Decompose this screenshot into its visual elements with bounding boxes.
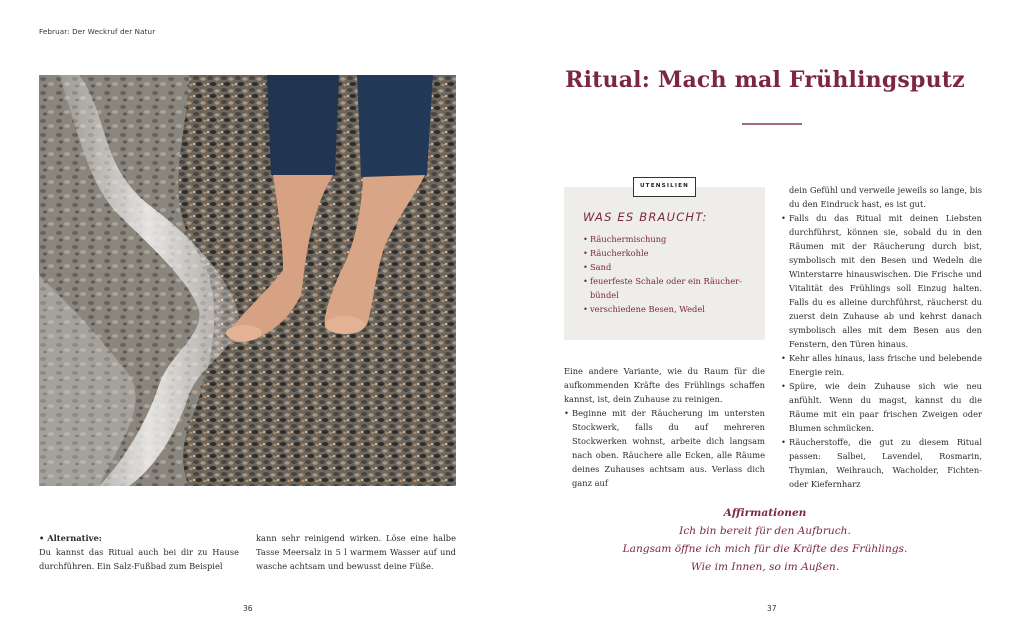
tool-item: • Sand: [583, 260, 758, 274]
instruction-item: • Räucherstoffe, die gut zu diesem Ritual passen: Salbei, Lavendel, Rosmarin, Thymian, Weihrauch, Wacholder, Fichten- oder Kiefernharz: [781, 435, 982, 491]
instruction-item: • Kehr alles hinaus, lass frische und belebende Energie rein.: [781, 351, 982, 379]
intro-paragraph: Eine andere Variante, wie du Raum für die aufkommenden Kräfte des Frühlings schaffen kannst, ist, dein Zuhause zu reinigen.: [564, 366, 765, 404]
affirmation-line: Langsam öffne ich mich für die Kräfte des Frühlings.: [622, 543, 908, 555]
tools-tag: UTENSILIEN: [633, 177, 696, 197]
instructions-list-1: [564, 406, 765, 490]
instruction-item: • Spüre, wie dein Zuhause sich wie neu anfühlt. Wenn du magst, kannst du die Räume mit ein paar frischen Zweigen oder Blumen schmücken.: [781, 379, 982, 435]
ritual-title: Ritual: Mach mal Frühlingsputz: [565, 67, 965, 93]
page-number-left: 36: [243, 604, 253, 613]
instructions-column-2: [781, 183, 982, 491]
tool-item: • verschiedene Besen, Wedel: [583, 302, 758, 316]
alternative-column-1: [39, 531, 239, 573]
affirmations-block: [510, 504, 1020, 576]
continuation-paragraph: dein Gefühl und verweile jeweils so lange, bis du den Eindruck hast, es ist gut.: [789, 185, 982, 209]
page-number-right: 37: [767, 604, 777, 613]
alternative-text-1: Du kannst das Ritual auch bei dir zu Hause durchführen. Ein Salz-Fußbad zum Beispiel: [39, 547, 239, 571]
title-divider: [742, 123, 802, 125]
instructions-list-2: [781, 211, 982, 491]
alternative-label: • Alternative:: [39, 533, 102, 543]
instructions-column-1: [564, 364, 765, 490]
tools-list: [583, 232, 758, 316]
running-head: Februar: Der Weckruf der Natur: [39, 27, 156, 36]
tool-item: • feuerfeste Schale oder ein Räucherbündel: [583, 274, 758, 302]
tool-item: • Räucherkohle: [583, 246, 758, 260]
photo-illustration: [39, 75, 456, 486]
instruction-item: • Beginne mit der Räucherung im untersten Stockwerk, falls du auf mehreren Stockwerken wohnst, arbeite dich langsam nach oben. Räuchere alle Ecken, alle Räume deines Zuhauses achtsam aus. Verlass dich ganz auf: [564, 406, 765, 490]
affirmation-line: Ich bin bereit für den Aufbruch.: [679, 525, 851, 537]
alternative-column-2: kann sehr reinigend wirken. Löse eine halbe Tasse Meersalz in 5 l warmem Wasser auf und wasche achtsam und bewusst deine Füße.: [256, 533, 456, 571]
tools-heading: WAS ES BRAUCHT:: [583, 210, 708, 224]
affirmation-line: Wie im Innen, so im Außen.: [690, 561, 840, 573]
tool-item: • Räuchermischung: [583, 232, 758, 246]
affirmations-title: Affirmationen: [723, 507, 807, 519]
instruction-item: • Falls du das Ritual mit deinen Liebsten durchführst, können sie, sobald du in den Räumen mit der Räucherung durch bist, symbolisch mit den Besen und Wedeln die Winterstarre hinauswischen. Die Frische und Vitalität des Frühlings soll Einzug halten. Falls du es alleine durchführst, räucherst du zuerst dein Zuhause ab und kehrst danach symbolisch alles mit dem Besen aus den Fenstern, den Türen hinaus.: [781, 211, 982, 351]
beach-feet-photo: [39, 75, 456, 486]
right-page: [510, 0, 1020, 639]
